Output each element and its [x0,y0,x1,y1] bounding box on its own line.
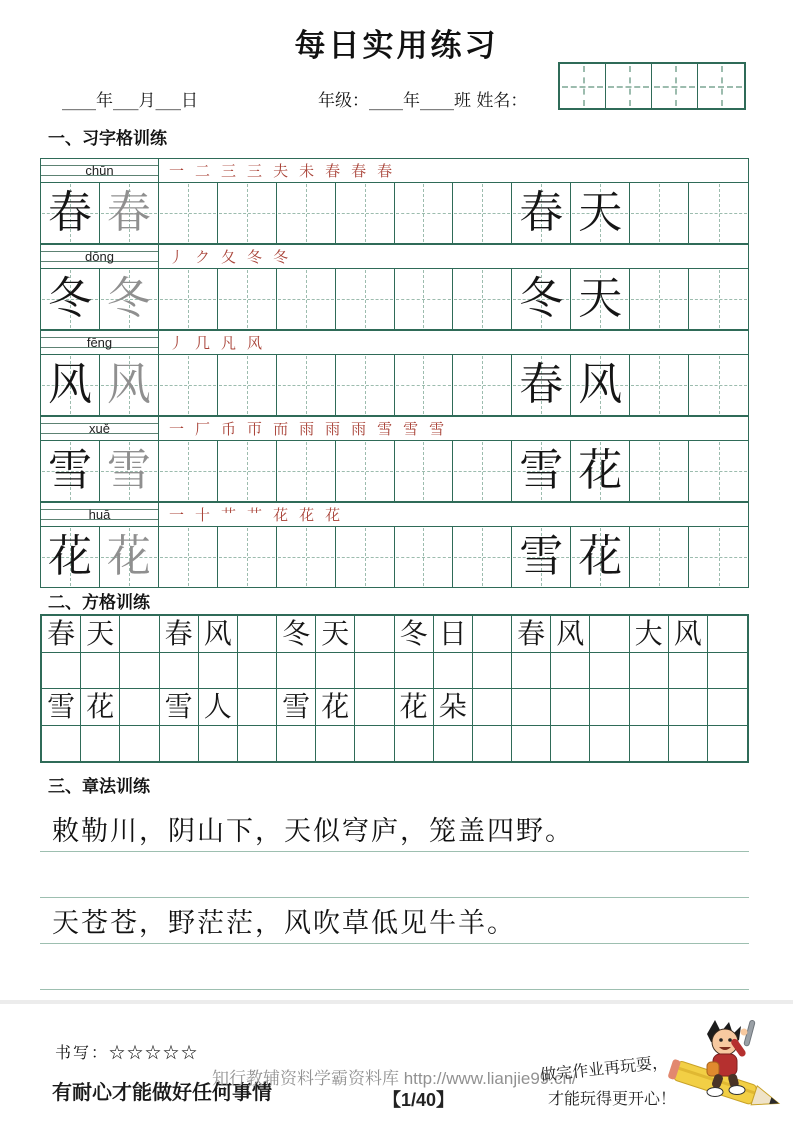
square-cell [630,653,669,689]
name-grid-cell [652,64,698,108]
composition-line: 敕勒川，阴山下，天似穹庐，笼盖四野。 [40,806,749,852]
square-cell [512,726,551,762]
pinyin-box: chūn [41,159,159,182]
square-cell [473,689,512,726]
square-cell [473,726,512,762]
practice-cell [630,183,689,243]
stroke-order-demo: 丿 几 凡 风 [169,334,263,352]
practice-cell: 天 [571,183,630,243]
square-cell: 春 [42,616,81,653]
practice-cell [630,269,689,329]
square-cell [395,726,434,762]
square-cell: 风 [551,616,590,653]
practice-cell: 春 [41,183,100,243]
square-cell: 冬 [277,616,316,653]
footer-divider [0,1000,793,1004]
practice-cell: 花 [571,441,630,501]
square-cell [316,726,355,762]
footer-slogan-line2: 才能玩得更开心！ [548,1089,677,1108]
square-cell [434,726,473,762]
square-cell [551,689,590,726]
section1-practice-rows [40,158,749,588]
practice-cell [277,441,336,501]
pinyin-box: dōng [41,245,159,268]
practice-cell: 春 [512,355,571,415]
square-cell [277,726,316,762]
square-cell [708,726,747,762]
practice-cell: 花 [41,527,100,587]
square-cell [42,726,81,762]
square-cell: 花 [395,689,434,726]
square-cell [473,616,512,653]
square-cell: 花 [81,689,120,726]
square-cell [590,653,629,689]
square-cell: 花 [316,689,355,726]
practice-cell [689,527,748,587]
square-cell: 大 [630,616,669,653]
stroke-order-demo: 一 二 三 三 夫 未 春 春 春 [169,162,393,180]
practice-cell [395,527,454,587]
practice-cell [630,527,689,587]
practice-cell [218,269,277,329]
square-cell [669,689,708,726]
practice-cell [630,441,689,501]
square-cell [708,689,747,726]
footer-slogan-line1: 做完作业再玩耍， [539,1052,669,1085]
watermark-text: 知行教辅资料学霸资料库 http://www.lianjie99.cn/ [212,1069,577,1088]
practice-cell [159,183,218,243]
composition-line: 天苍苍，野茫茫，风吹草低见牛羊。 [40,898,749,944]
writing-score-stars: 书写：☆☆☆☆☆ [55,1043,200,1062]
square-cell [238,689,277,726]
practice-cell: 春 [100,183,159,243]
practice-cell: 冬 [41,269,100,329]
composition-line [40,944,749,990]
section1-title: 一、习字格训练 [48,129,167,148]
square-cell: 人 [199,689,238,726]
practice-row [40,330,749,416]
square-cell [512,653,551,689]
square-cell [590,726,629,762]
square-cell: 天 [81,616,120,653]
practice-cell [277,269,336,329]
practice-cell [336,527,395,587]
practice-cell: 雪 [100,441,159,501]
square-cell [120,616,159,653]
practice-row [40,244,749,330]
practice-cell [218,183,277,243]
square-cell [238,726,277,762]
square-cell: 雪 [277,689,316,726]
square-cell [120,653,159,689]
name-grid-cell [560,64,606,108]
pinyin-box: fēng [41,331,159,354]
practice-cell: 花 [100,527,159,587]
practice-cell [689,269,748,329]
date-blank-line: ____年___月___日 [62,91,198,111]
square-cell [355,726,394,762]
pinyin-box: huā [41,503,159,526]
square-cell [708,653,747,689]
square-cell [355,689,394,726]
practice-cell: 冬 [100,269,159,329]
square-cell: 风 [199,616,238,653]
stroke-order-demo: 丿 ク 夂 冬 冬 [169,248,289,266]
practice-cell [336,441,395,501]
practice-cell [159,269,218,329]
practice-cell [277,527,336,587]
square-cell [316,653,355,689]
square-cell [277,653,316,689]
practice-cell [395,355,454,415]
name-grid-cell [698,64,744,108]
square-cell [669,653,708,689]
square-cell [42,653,81,689]
practice-cell [218,355,277,415]
practice-cell: 风 [100,355,159,415]
practice-cell [159,355,218,415]
square-cell: 春 [160,616,199,653]
practice-cell [453,527,512,587]
practice-cell: 花 [571,527,630,587]
square-cell [120,689,159,726]
square-cell [630,689,669,726]
practice-cell: 风 [41,355,100,415]
practice-cell: 雪 [512,441,571,501]
grade-name-line: 年级：____年____班 姓名： [318,91,528,111]
practice-row [40,158,749,244]
practice-cell [336,355,395,415]
composition-line [40,852,749,898]
square-cell [81,653,120,689]
practice-cell [159,441,218,501]
practice-cell [395,269,454,329]
practice-cell [218,441,277,501]
square-cell [199,726,238,762]
square-cell [81,726,120,762]
practice-cell [336,183,395,243]
practice-cell [630,355,689,415]
boy-riding-pencil-icon [655,1018,790,1120]
square-cell [120,726,159,762]
practice-cell: 风 [571,355,630,415]
square-cell: 春 [512,616,551,653]
square-cell [238,616,277,653]
stroke-order-demo: 一 厂 币 帀 而 雨 雨 雨 雪 雪 雪 [169,420,445,438]
section3-ruled-lines [0,806,793,990]
practice-cell: 雪 [41,441,100,501]
square-cell [669,726,708,762]
section3-title: 三、章法训练 [48,777,150,796]
practice-cell: 春 [512,183,571,243]
square-cell [238,653,277,689]
square-cell [434,653,473,689]
square-cell: 日 [434,616,473,653]
square-cell [160,653,199,689]
square-cell: 雪 [160,689,199,726]
practice-cell [336,269,395,329]
name-grid-cell [606,64,652,108]
pinyin-box: xuě [41,417,159,440]
practice-cell [689,355,748,415]
practice-cell [453,441,512,501]
practice-cell [453,355,512,415]
practice-cell [453,269,512,329]
practice-row [40,502,749,588]
practice-cell: 天 [571,269,630,329]
practice-row [40,416,749,502]
square-cell: 冬 [395,616,434,653]
footer-motto: 有耐心才能做好任何事情 [52,1082,272,1104]
section2-square-grid [40,614,749,763]
practice-cell [395,183,454,243]
square-cell [590,616,629,653]
practice-cell [453,183,512,243]
page-number: 【1/40】 [383,1090,455,1110]
practice-cell: 雪 [512,527,571,587]
practice-cell [218,527,277,587]
practice-cell: 冬 [512,269,571,329]
practice-cell [277,355,336,415]
square-cell: 天 [316,616,355,653]
square-cell [473,653,512,689]
page-title: 每日实用练习 [294,28,499,63]
section2-title: 二、方格训练 [48,593,150,612]
square-cell [512,689,551,726]
practice-cell [689,183,748,243]
square-cell [551,726,590,762]
square-cell: 雪 [42,689,81,726]
square-cell: 风 [669,616,708,653]
square-cell [160,726,199,762]
stroke-order-demo: 一 十 艹 艹 花 花 花 [169,506,341,524]
square-cell [355,653,394,689]
square-cell: 朵 [434,689,473,726]
practice-cell [395,441,454,501]
practice-cell [159,527,218,587]
practice-cell [689,441,748,501]
name-grid [558,62,746,110]
square-cell [630,726,669,762]
square-cell [355,616,394,653]
square-cell [551,653,590,689]
square-cell [395,653,434,689]
practice-cell [277,183,336,243]
square-cell [708,616,747,653]
square-cell [199,653,238,689]
square-cell [590,689,629,726]
